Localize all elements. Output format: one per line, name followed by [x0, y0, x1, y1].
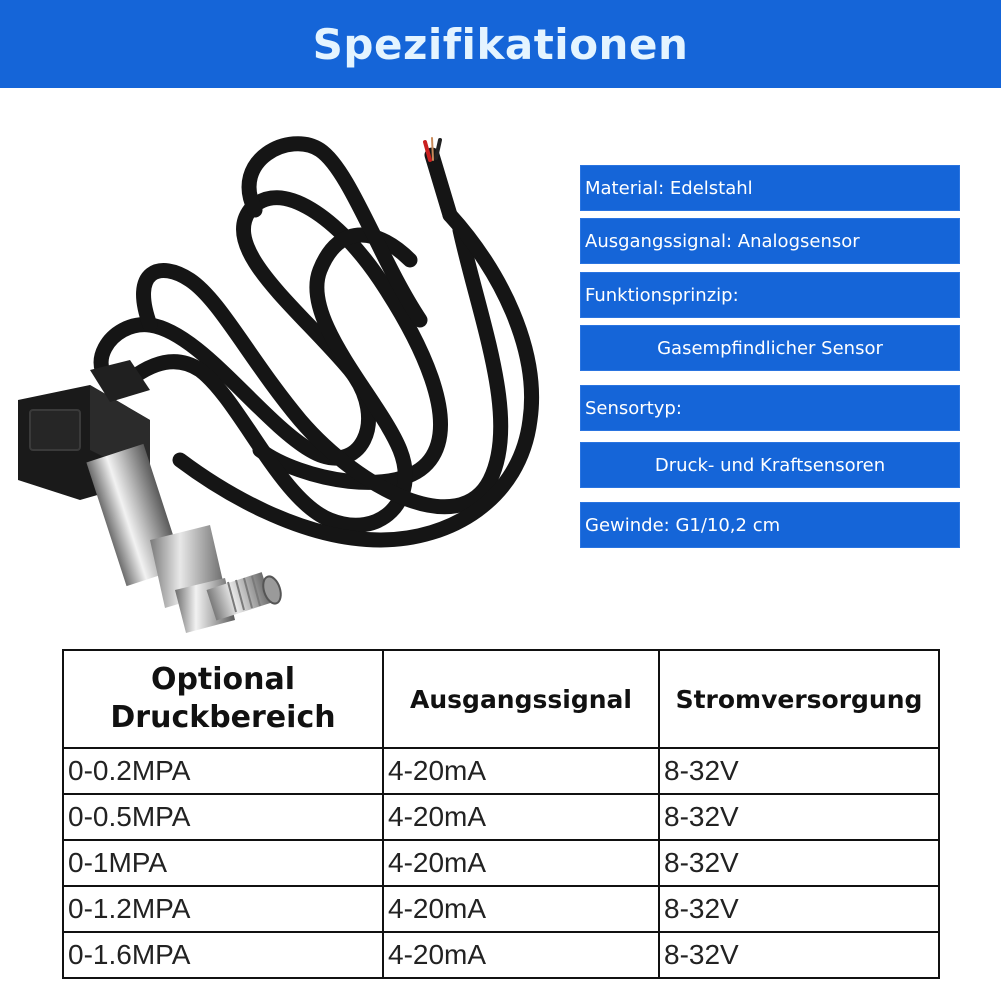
cell-range: 0-1.6MPA: [63, 932, 383, 978]
table-row: [63, 794, 939, 840]
pressure-range-table: [62, 649, 940, 979]
cell-signal: 4-20mA: [383, 886, 659, 932]
table-row: [63, 886, 939, 932]
header-output-signal: Ausgangssignal: [383, 650, 659, 748]
spec-type-label: Sensortyp:: [580, 385, 960, 431]
cell-range: 0-1.2MPA: [63, 886, 383, 932]
spec-thread: Gewinde: G1/10,2 cm: [580, 502, 960, 548]
spec-output-signal: Ausgangssignal: Analogsensor: [580, 218, 960, 264]
cell-signal: 4-20mA: [383, 840, 659, 886]
cell-signal: 4-20mA: [383, 748, 659, 794]
cell-power: 8-32V: [659, 886, 939, 932]
cell-signal: 4-20mA: [383, 794, 659, 840]
header-range-line2: Druckbereich: [110, 700, 336, 735]
table-row: [63, 748, 939, 794]
spec-type-value: Druck- und Kraftsensoren: [580, 442, 960, 488]
table-row: [63, 932, 939, 978]
banner: [0, 0, 1001, 88]
spec-principle-label: Funktionsprinzip:: [580, 272, 960, 318]
cell-range: 0-1MPA: [63, 840, 383, 886]
header-range-line1: Optional: [150, 662, 296, 697]
spec-material: Material: Edelstahl: [580, 165, 960, 211]
table-header-row: [63, 650, 939, 748]
cell-power: 8-32V: [659, 840, 939, 886]
header-power-supply: Stromversorgung: [659, 650, 939, 748]
cell-range: 0-0.2MPA: [63, 748, 383, 794]
product-image: [0, 120, 570, 640]
cell-power: 8-32V: [659, 794, 939, 840]
cell-signal: 4-20mA: [383, 932, 659, 978]
spec-principle-value: Gasempfindlicher Sensor: [580, 325, 960, 371]
table-row: [63, 840, 939, 886]
banner-title: Spezifikationen: [312, 19, 689, 69]
cell-power: 8-32V: [659, 932, 939, 978]
cell-power: 8-32V: [659, 748, 939, 794]
cell-range: 0-0.5MPA: [63, 794, 383, 840]
header-pressure-range: [63, 650, 383, 748]
